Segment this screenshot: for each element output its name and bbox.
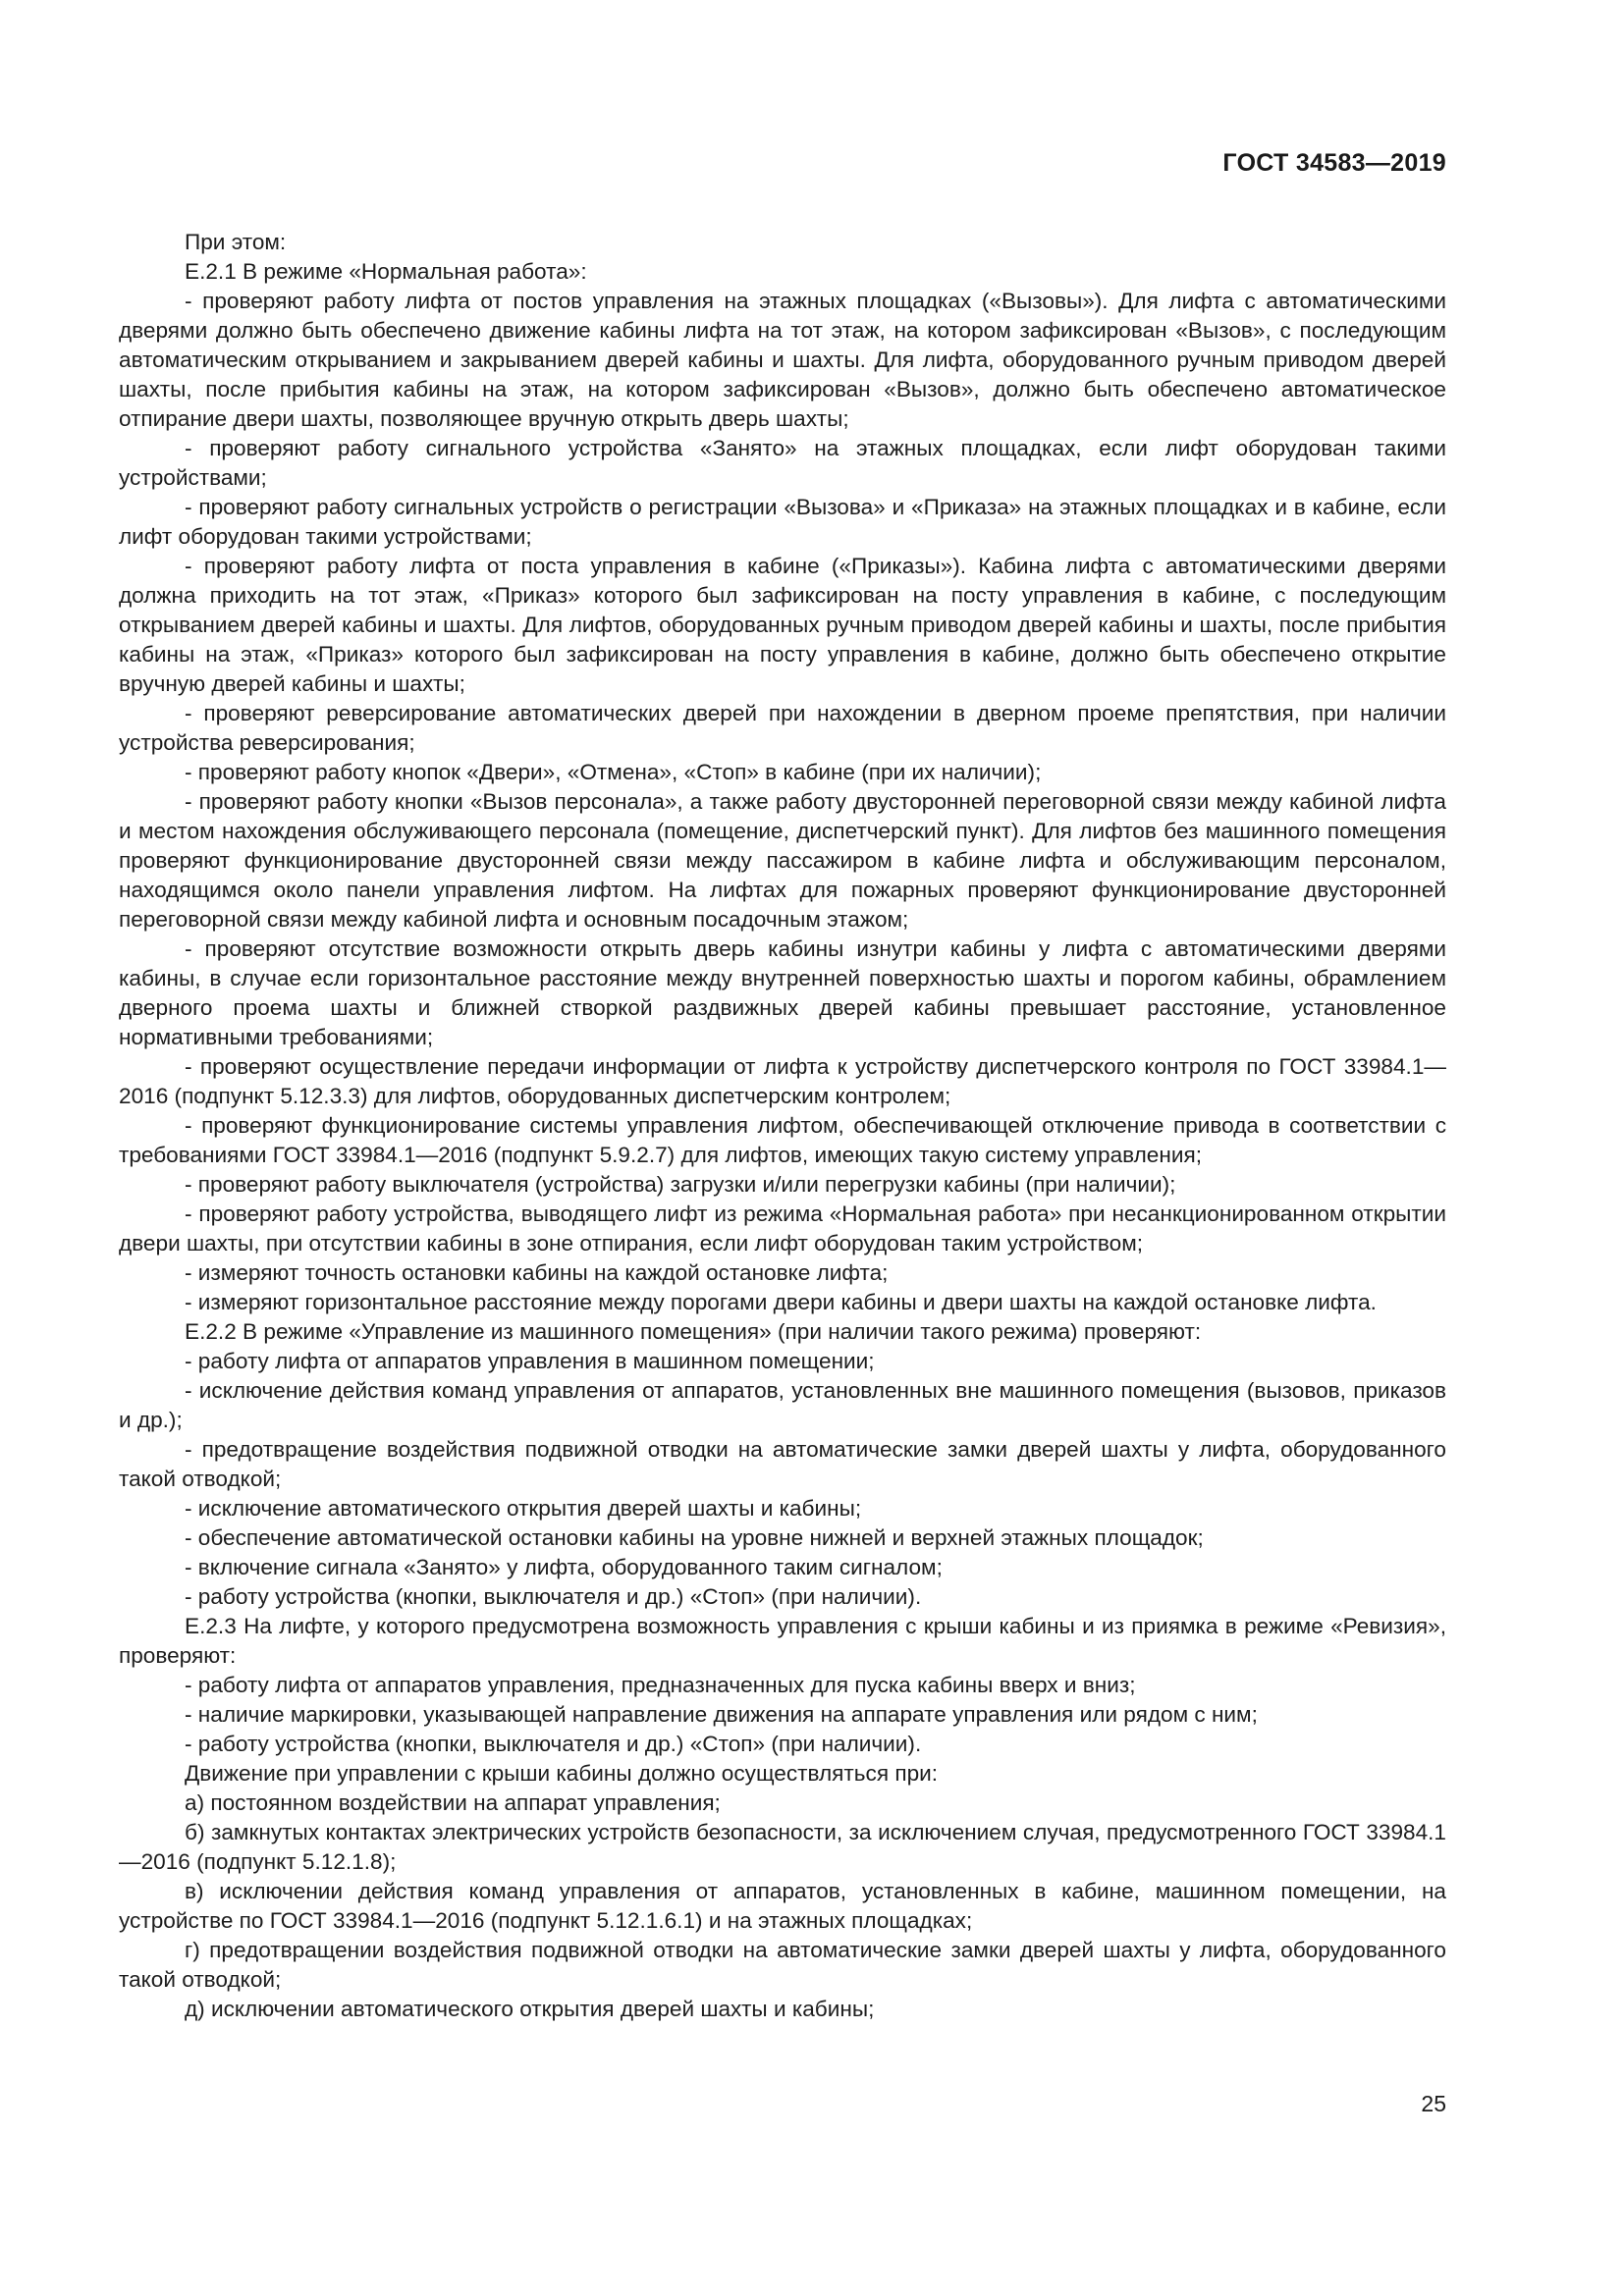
section-heading: Е.2.2 В режиме «Управление из машинного помещения» (при наличии такого режима) проверяют: (185, 1319, 1202, 1344)
list-item: - проверяют отсутствие возможности открыть дверь кабины изнутри кабины у лифта с автоматическими дверями кабины, в случае если горизонтальное расстояние между внутренней поверхностью шахты и порогом кабины, обрамлением дверного проема шахты и ближней створкой раздвижных дверей кабины превышает расстояние, установленное нормативными требованиями; (119, 936, 1446, 1049)
enumerated-item: б) замкнутых контактах электрических устройств безопасности, за исключением случая, предусмотренного ГОСТ 33984.1—2016 (подпункт 5.12.1.8); (119, 1820, 1446, 1874)
list-item: - работу лифта от аппаратов управления, предназначенных для пуска кабины вверх и вниз; (185, 1673, 1136, 1697)
list-item: - наличие маркировки, указывающей направление движения на аппарате управления или рядом с ним; (185, 1702, 1258, 1727)
list-item: - включение сигнала «Занято» у лифта, оборудованного таким сигналом; (185, 1555, 943, 1579)
list-item: - проверяют работу сигнальных устройств о регистрации «Вызова» и «Приказа» на этажных площадках и в кабине, если лифт оборудован такими устройствами; (119, 495, 1446, 549)
list-item: - предотвращение воздействия подвижной отводки на автоматические замки дверей шахты у лифта, оборудованного такой отводкой; (119, 1437, 1446, 1491)
list-item: - проверяют функционирование системы управления лифтом, обеспечивающей отключение привода в соответствии с требованиями ГОСТ 33984.1—2016 (подпункт 5.9.2.7) для лифтов, имеющих такую систему управления; (119, 1113, 1446, 1167)
list-item: - исключение действия команд управления от аппаратов, установленных вне машинного помещения (вызовов, приказов и др.); (119, 1378, 1446, 1432)
list-item: - проверяют осуществление передачи информации от лифта к устройству диспетчерского контроля по ГОСТ 33984.1—2016 (подпункт 5.12.3.3) для лифтов, оборудованных диспетчерским контролем; (119, 1054, 1446, 1108)
section-heading: Е.2.1 В режиме «Нормальная работа»: (185, 259, 587, 284)
document-body (119, 228, 1446, 2024)
list-item: - проверяют работу кнопки «Вызов персонала», а также работу двусторонней переговорной связи между кабиной лифта и местом нахождения обслуживающего персонала (помещение, диспетчерский пункт). Для лифтов без машинного помещения проверяют функционирование двусторонней связи между пассажиром в кабине лифта и обслуживающим персоналом, находящимся около панели управления лифтом. На лифтах для пожарных проверяют функционирование двусторонней переговорной связи между кабиной лифта и основным посадочным этажом; (119, 789, 1446, 932)
section-heading: Е.2.3 На лифте, у которого предусмотрена возможность управления с крыши кабины и из приямка в режиме «Ревизия», проверяют: (119, 1614, 1446, 1668)
enumerated-item: а) постоянном воздействии на аппарат управления; (185, 1790, 721, 1815)
list-item: - измеряют точность остановки кабины на каждой остановке лифта; (185, 1260, 889, 1285)
list-item: - обеспечение автоматической остановки кабины на уровне нижней и верхней этажных площадок; (185, 1525, 1204, 1550)
document-header: ГОСТ 34583—2019 (1222, 149, 1446, 177)
list-item: - проверяют работу кнопок «Двери», «Отмена», «Стоп» в кабине (при их наличии); (185, 760, 1042, 784)
enumerated-item: в) исключении действия команд управления от аппаратов, установленных в кабине, машинном помещении, на устройстве по ГОСТ 33984.1—2016 (подпункт 5.12.1.6.1) и на этажных площадках; (119, 1879, 1446, 1933)
list-item: - проверяют работу сигнального устройства «Занято» на этажных площадках, если лифт оборудован такими устройствами; (119, 436, 1446, 490)
enumerated-item: д) исключении автоматического открытия дверей шахты и кабины; (185, 1997, 875, 2021)
paragraph: Движение при управлении с крыши кабины должно осуществляться при: (185, 1761, 939, 1786)
page-number: 25 (1421, 2091, 1446, 2116)
list-item: - исключение автоматического открытия дверей шахты и кабины; (185, 1496, 862, 1521)
list-item: - работу устройства (кнопки, выключателя и др.) «Стоп» (при наличии). (185, 1584, 922, 1609)
enumerated-item: г) предотвращении воздействия подвижной отводки на автоматические замки дверей шахты у лифта, оборудованного такой отводкой; (119, 1938, 1446, 1992)
list-item: - проверяют работу устройства, выводящего лифт из режима «Нормальная работа» при несанкционированном открытии двери шахты, при отсутствии кабины в зоне отпирания, если лифт оборудован таким устройством; (119, 1201, 1446, 1255)
list-item: - проверяют работу лифта от постов управления на этажных площадках («Вызовы»). Для лифта с автоматическими дверями должно быть обеспечено движение кабины лифта на тот этаж, на котором зафиксирован «Вызов», с последующим автоматическим открыванием и закрыванием дверей кабины и шахты. Для лифта, оборудованного ручным приводом дверей шахты, после прибытия кабины на этаж, на котором зафиксирован «Вызов», должно быть обеспечено автоматическое отпирание двери шахты, позволяющее вручную открыть дверь шахты; (119, 289, 1446, 431)
list-item: - измеряют горизонтальное расстояние между порогами двери кабины и двери шахты на каждой остановке лифта. (185, 1290, 1377, 1314)
list-item: - работу лифта от аппаратов управления в машинном помещении; (185, 1349, 875, 1373)
list-item: - проверяют работу выключателя (устройства) загрузки и/или перегрузки кабины (при наличии); (185, 1172, 1176, 1197)
list-item: - работу устройства (кнопки, выключателя и др.) «Стоп» (при наличии). (185, 1732, 922, 1756)
paragraph: При этом: (185, 230, 287, 254)
list-item: - проверяют работу лифта от поста управления в кабине («Приказы»). Кабина лифта с автоматическими дверями должна приходить на тот этаж, «Приказ» которого был зафиксирован на посту управления в кабине, с последующим открыванием дверей кабины и шахты. Для лифтов, оборудованных ручным приводом дверей кабины и шахты, после прибытия кабины на этаж, «Приказ» которого был зафиксирован на посту управления в кабине, должно быть обеспечено открытие вручную дверей кабины и шахты; (119, 554, 1446, 696)
list-item: - проверяют реверсирование автоматических дверей при нахождении в дверном проеме препятствия, при наличии устройства реверсирования; (119, 701, 1446, 755)
